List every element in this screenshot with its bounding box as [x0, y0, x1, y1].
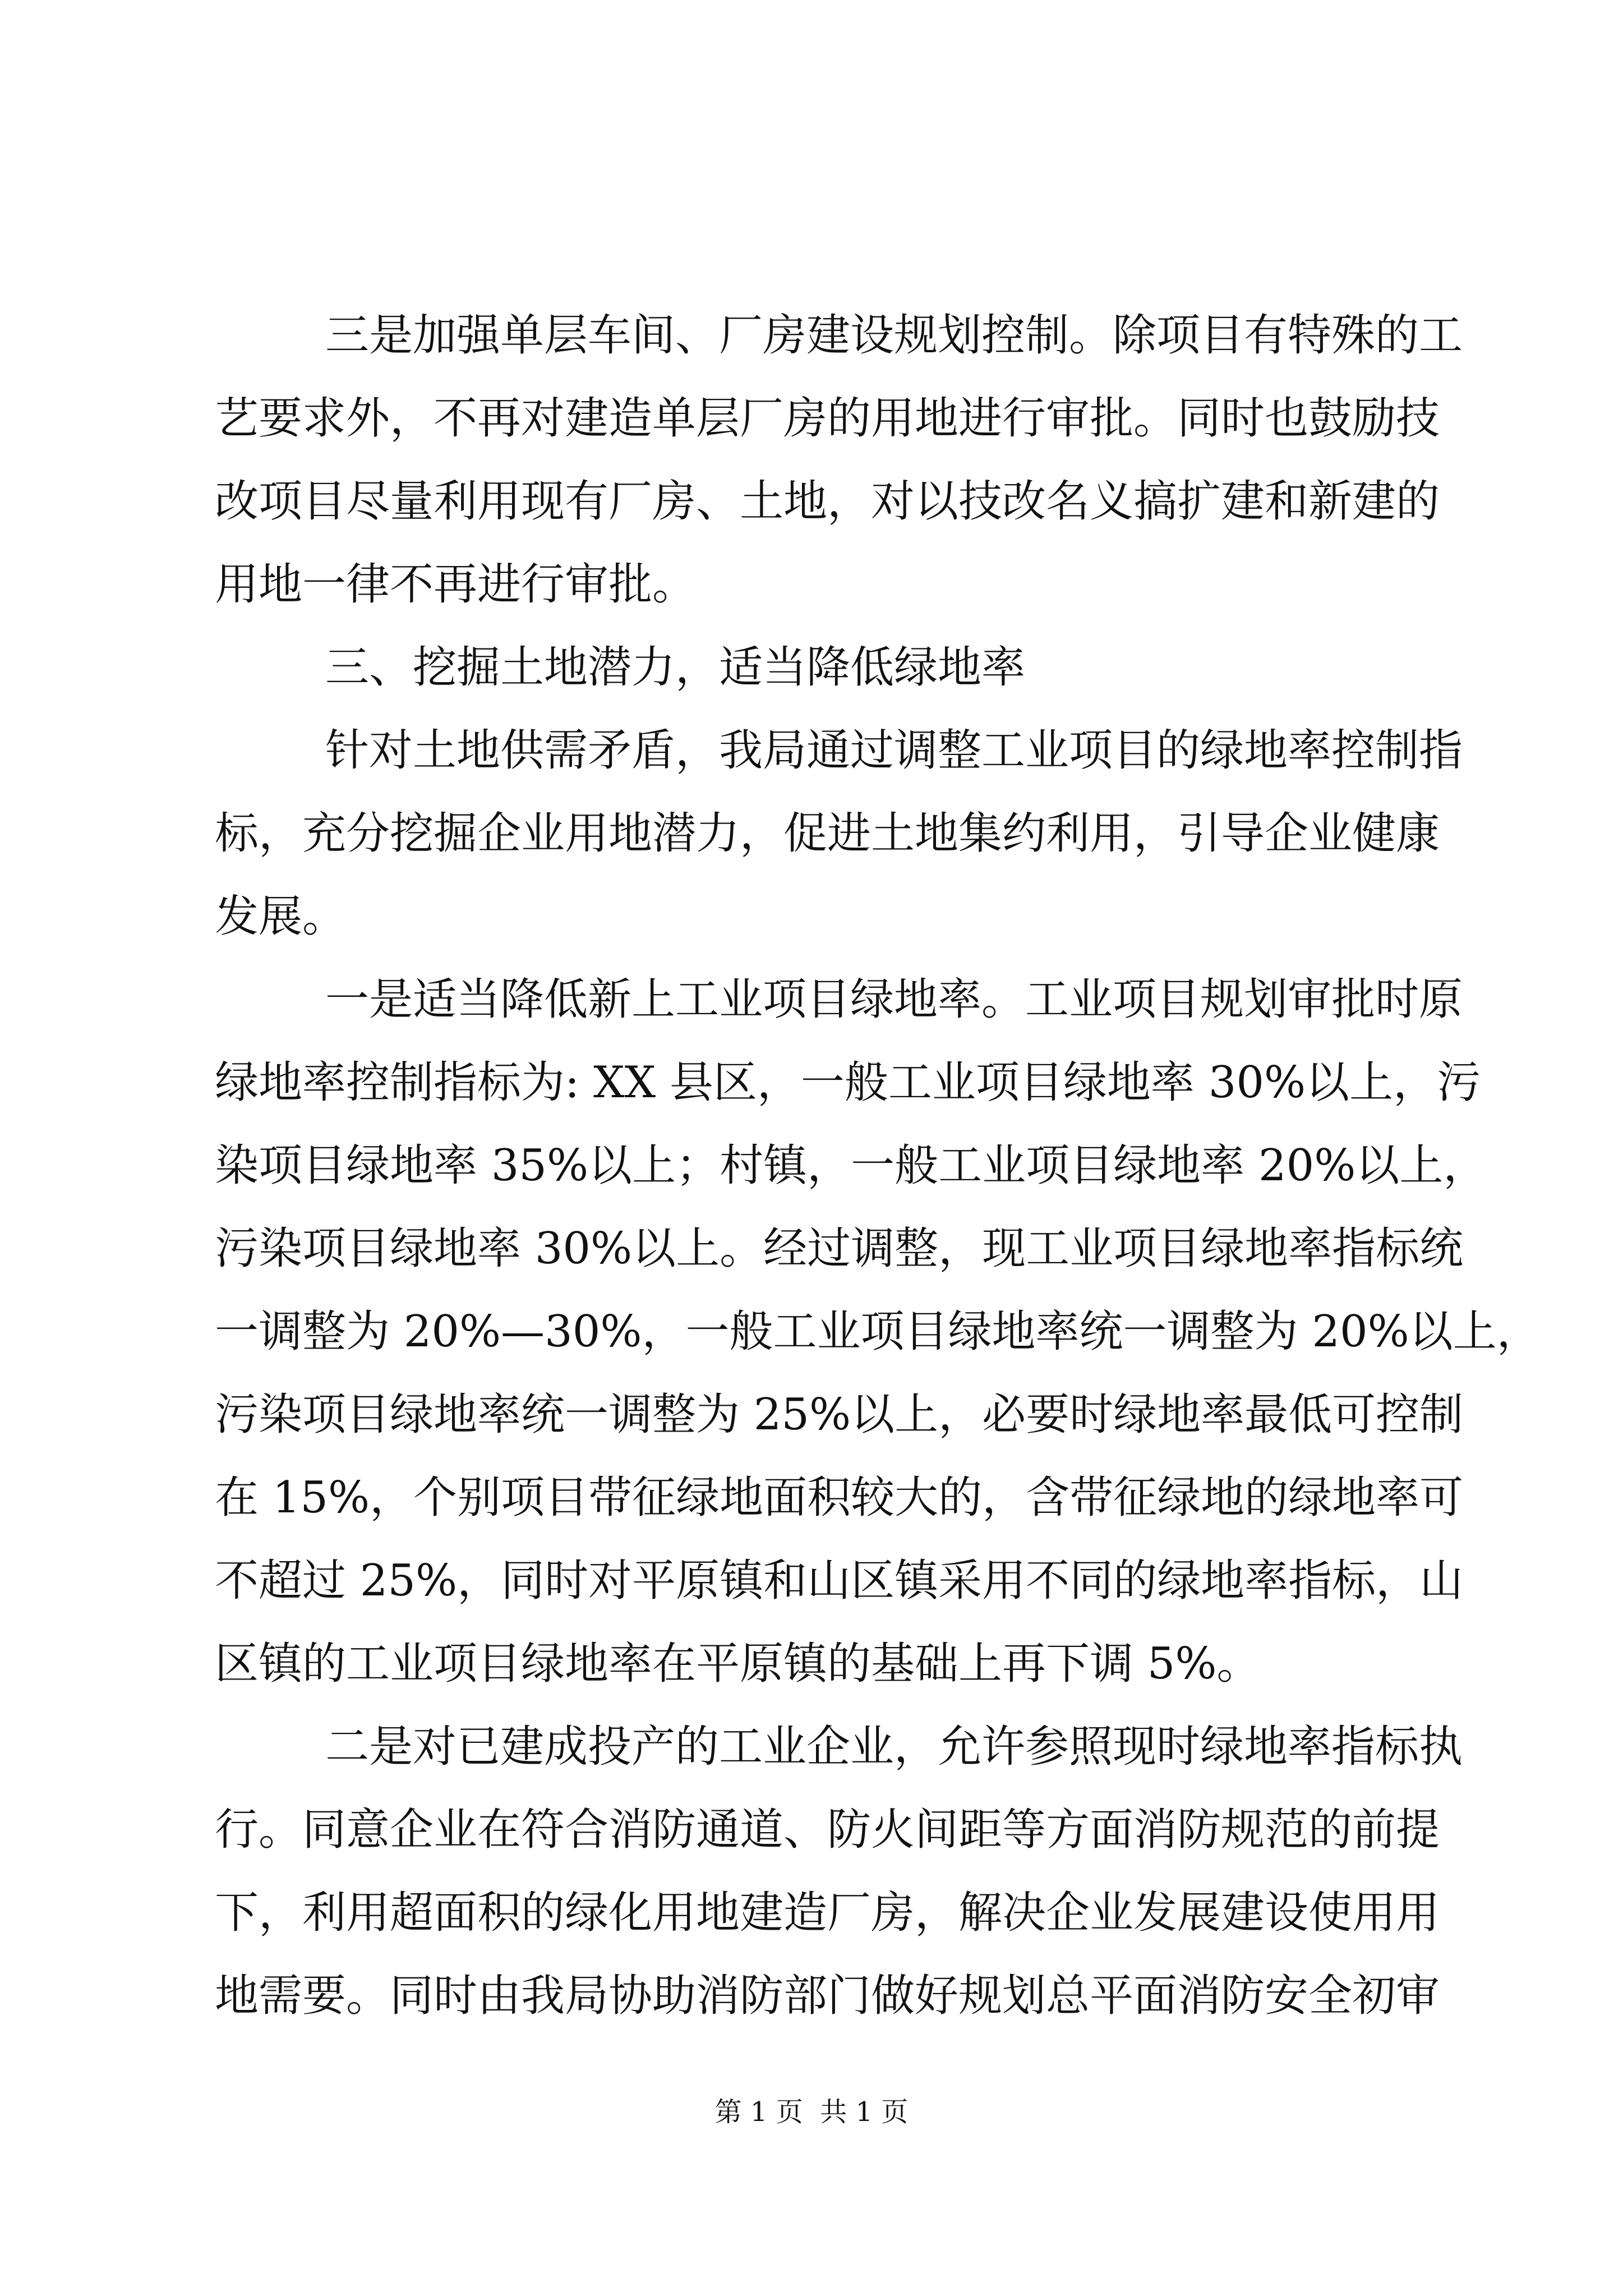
section-heading: 三、挖掘土地潜力，适当降低绿地率 — [325, 642, 1026, 693]
text-line: 污染项目绿地率 30%以上。经过调整，现工业项目绿地率指标统 — [215, 1223, 1464, 1274]
page-footer: 第 1 页 共 1 页 — [714, 2096, 909, 2128]
text-line: 染项目绿地率 35%以上；村镇，一般工业项目绿地率 20%以上， — [215, 1140, 1487, 1191]
text-line: 绿地率控制指标为: XX 县区，一般工业项目绿地率 30%以上，污 — [215, 1057, 1481, 1108]
text-line: 一调整为 20%—30%，一般工业项目绿地率统一调整为 20%以上， — [215, 1306, 1541, 1357]
text-line: 三是加强单层车间、厂房建设规划控制。除项目有特殊的工 — [325, 310, 1463, 361]
text-line: 二是对已建成投产的工业企业，允许参照现时绿地率指标执 — [325, 1722, 1463, 1772]
text-line: 地需要。同时由我局协助消防部门做好规划总平面消防安全初审 — [215, 1971, 1440, 2021]
text-line: 行。同意企业在符合消防通道、防火间距等方面消防规范的前提 — [215, 1805, 1440, 1855]
text-line: 一是适当降低新上工业项目绿地率。工业项目规划审批时原 — [325, 974, 1463, 1025]
text-line: 区镇的工业项目绿地率在平原镇的基础上再下调 5%。 — [215, 1639, 1261, 1689]
text-line: 用地一律不再进行审批。 — [215, 559, 697, 610]
text-line: 标，充分挖掘企业用地潜力，促进土地集约利用，引导企业健康 — [215, 808, 1440, 859]
text-line: 不超过 25%，同时对平原镇和山区镇采用不同的绿地率指标，山 — [215, 1556, 1464, 1606]
text-line: 污染项目绿地率统一调整为 25%以上，必要时绿地率最低可控制 — [215, 1389, 1464, 1440]
text-line: 在 15%，个别项目带征绿地面积较大的，含带征绿地的绿地率可 — [215, 1473, 1464, 1523]
text-line: 针对土地供需矛盾，我局通过调整工业项目的绿地率控制指 — [325, 725, 1463, 776]
text-line: 发展。 — [215, 891, 347, 942]
text-line: 下，利用超面积的绿化用地建造厂房，解决企业发展建设使用用 — [215, 1888, 1440, 1938]
text-line: 改项目尽量利用现有厂房、土地，对以技改名义搞扩建和新建的 — [215, 476, 1440, 527]
text-line: 艺要求外，不再对建造单层厂房的用地进行审批。同时也鼓励技 — [215, 393, 1440, 444]
